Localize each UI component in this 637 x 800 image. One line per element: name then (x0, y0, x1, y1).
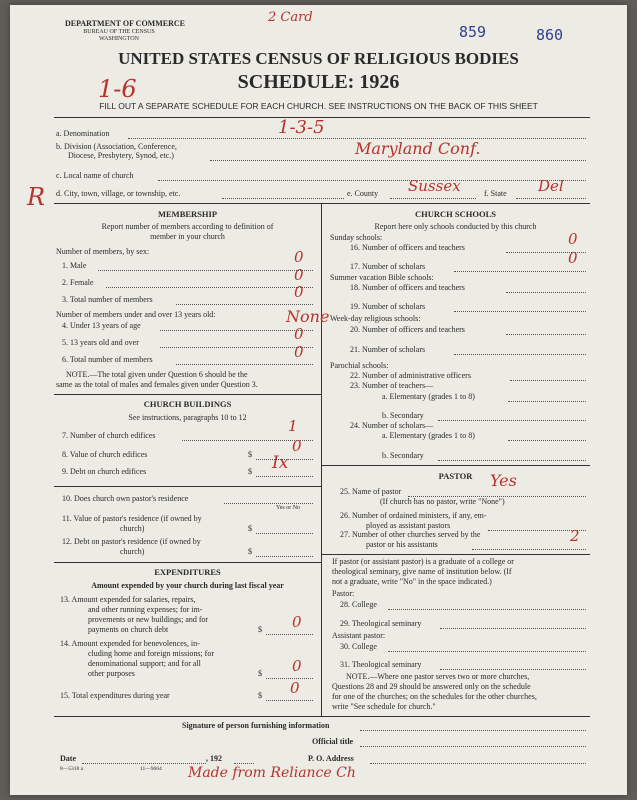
q18-line (506, 292, 586, 293)
division-label-2: Diocese, Presbytery, Synod, etc.) (68, 151, 174, 160)
expenditures-heading: EXPENDITURES (154, 567, 221, 577)
q30-line (388, 651, 586, 652)
q10-line (224, 503, 313, 504)
q24a-label: a. Elementary (grades 1 to 8) (382, 431, 475, 440)
buildings-rule (54, 562, 321, 563)
q30-label: 30. College (340, 642, 377, 651)
members-by-age-label: Number of members under and over 13 years old: (56, 310, 216, 319)
q23b-label: b. Secondary (382, 411, 424, 420)
pastor-sub-label: Pastor: (332, 589, 355, 598)
q5-value: 0 (294, 325, 304, 343)
q13-value: 0 (292, 613, 302, 631)
q10-label: 10. Does church own pastor's residence (62, 494, 189, 503)
q5-line (160, 347, 313, 348)
q21-line (454, 354, 586, 355)
pastor-note-4: write "See schedule for church." (332, 702, 436, 711)
q31-label: 31. Theological seminary (340, 660, 422, 669)
local-name-line (158, 180, 586, 181)
q19-label: 19. Number of scholars (350, 302, 426, 311)
q31-line (440, 669, 586, 670)
buildings-intro: See instructions, paragraphs 10 to 12 (128, 413, 247, 422)
membership-note-2: same as the total of males and females given under Question 3. (56, 380, 258, 389)
q27-label-1: 27. Number of other churches served by the (340, 530, 481, 539)
q11-label-1: 11. Value of pastor's residence (if owned by (62, 514, 202, 523)
q27-line (472, 549, 586, 550)
q29-label: 29. Theological seminary (340, 619, 422, 628)
weekday-schools-label: Week-day religious schools: (330, 314, 421, 323)
q16-value: 0 (568, 230, 578, 248)
q9-value: Ix (272, 453, 289, 473)
q13-dollar: $ (258, 625, 262, 634)
q26-label-2: ployed as assistant pastors (366, 521, 451, 530)
q3-line (176, 304, 313, 305)
form-subtitle: SCHEDULE: 1926 (237, 71, 400, 93)
q8-label: 8. Value of church edifices (62, 450, 148, 459)
local-name-label: c. Local name of church (56, 171, 134, 180)
q4-value: None (286, 307, 330, 326)
q7-value: 1 (288, 417, 298, 435)
buildings-heading: CHURCH BUILDINGS (143, 399, 232, 409)
q17-line (454, 271, 586, 272)
official-title-label: Official title (312, 737, 354, 746)
buildings-mid-rule (54, 486, 321, 487)
q8-dollar: $ (248, 450, 252, 459)
graduate-note-1: If pastor (or assistant pastor) is a graduate of a college or (332, 557, 514, 566)
q27-label-2: pastor or his assistants (366, 540, 438, 549)
members-by-sex-label: Number of members, by sex: (56, 247, 150, 256)
handwritten-footer-note: Made from Reliance Ch (188, 765, 356, 781)
q6-line (176, 364, 313, 365)
q12-label-2: church) (120, 547, 145, 556)
city-label: d. City, town, village, or township, etc. (56, 189, 181, 198)
q11-line (256, 533, 313, 534)
q3-value: 0 (294, 283, 304, 301)
q27-value: 2 (570, 527, 580, 545)
q26-label-1: 26. Number of ordained ministers, if any, em- (340, 511, 487, 520)
denomination-value: 1-3-5 (278, 117, 325, 138)
q9-label: 9. Debt on church edifices (62, 467, 147, 476)
denomination-label: a. Denomination (56, 129, 110, 138)
pastor-note-2: Questions 28 and 29 should be answered only on the schedule (332, 682, 531, 691)
q12-line (256, 556, 313, 557)
q24b-line (438, 460, 586, 461)
summer-schools-label: Summer vacation Bible schools: (330, 273, 434, 282)
state-value: Del (538, 177, 564, 195)
q25-label: 25. Name of pastor (340, 487, 402, 496)
q28-line (388, 609, 586, 610)
division-line (210, 160, 586, 161)
q28-label: 28. College (340, 600, 377, 609)
date-line (82, 763, 206, 764)
membership-heading: MEMBERSHIP (157, 209, 218, 219)
yes-no-hint: Yes or No (276, 505, 301, 511)
q14-label-1: 14. Amount expended for benevolences, in- (60, 639, 200, 648)
q9-dollar: $ (248, 467, 252, 476)
graduate-note-2: theological seminary, give name of institution below. (If (332, 567, 512, 576)
division-label-1: b. Division (Association, Conference, (56, 142, 177, 151)
footer-rule (54, 716, 590, 717)
q24-label: 24. Number of scholars— (350, 421, 434, 430)
q23a-line (508, 401, 586, 402)
section-rule (54, 203, 590, 204)
schools-intro: Report here only schools conducted by this church (374, 222, 537, 231)
pastor-note-3: for one of the churches; on the schedules for the other churches, (332, 692, 537, 701)
q6-value: 0 (294, 343, 304, 361)
stamp-number-1: 859 (459, 23, 487, 41)
q2-line (106, 287, 313, 288)
membership-intro-2: member in your church (150, 232, 225, 241)
q22-line (510, 380, 586, 381)
q15-dollar: $ (258, 691, 262, 700)
q29-line (440, 628, 586, 629)
county-line (390, 198, 476, 199)
q13-label-2: and other running expenses; for im- (88, 605, 203, 614)
q20-label: 20. Number of officers and teachers (350, 325, 465, 334)
schools-rule (321, 465, 590, 466)
year-line (234, 763, 254, 764)
q23-label: 23. Number of teachers— (350, 381, 434, 390)
q13-line (266, 634, 313, 635)
county-value: Sussex (408, 177, 461, 195)
county-label: e. County (347, 189, 379, 198)
handwritten-card-note: 2 Card (268, 10, 313, 25)
membership-intro-1: Report number of members according to definition of (101, 222, 274, 231)
q12-dollar: $ (248, 547, 252, 556)
q13-label-3: provements or new buildings; and for (88, 615, 209, 624)
schools-heading: CHURCH SCHOOLS (415, 209, 496, 219)
assistant-sub-label: Assistant pastor: (332, 631, 386, 640)
q25-note: (If church has no pastor, write "None") (380, 497, 505, 506)
pastor-heading: PASTOR (438, 471, 473, 481)
q12-label-1: 12. Debt on pastor's residence (if owned by (62, 537, 201, 546)
form-code-2: 11—9664 (140, 766, 162, 772)
q13-label-1: 13. Amount expended for salaries, repairs, (60, 595, 196, 604)
pastor-note-1: NOTE.—Where one pastor serves two or more churches, (346, 672, 530, 681)
q19-line (454, 311, 586, 312)
q25-value: Yes (490, 471, 517, 490)
q23b-line (438, 420, 586, 421)
dept-name: DEPARTMENT OF COMMERCE (65, 19, 186, 28)
q23a-label: a. Elementary (grades 1 to 8) (382, 392, 475, 401)
q14-value: 0 (292, 657, 302, 675)
q21-label: 21. Number of scholars (350, 345, 426, 354)
q1-male-label: 1. Male (62, 261, 87, 270)
q3-total-label: 3. Total number of members (62, 295, 153, 304)
expenditures-intro: Amount expended by your church during last fiscal year (91, 581, 284, 590)
q7-label: 7. Number of church edifices (62, 431, 156, 440)
q8-value: 0 (292, 437, 302, 455)
membership-note-1: NOTE.—The total given under Question 6 should be the (66, 370, 248, 379)
q20-line (506, 334, 586, 335)
division-value: Maryland Conf. (355, 139, 481, 158)
q24a-line (508, 440, 586, 441)
column-divider (321, 203, 322, 716)
state-line (516, 198, 586, 199)
q13-label-4: payments on church debt (88, 625, 169, 634)
sunday-schools-label: Sunday schools: (330, 233, 383, 242)
graduate-note-3: not a graduate, write "No" in the space indicated.) (332, 577, 492, 586)
q1-value: 0 (294, 248, 304, 266)
q14-label-3: denominational support; and for all (88, 659, 201, 668)
parochial-schools-label: Parochial schools: (330, 361, 389, 370)
date-label: Date (60, 754, 76, 763)
q11-label-2: church) (120, 524, 145, 533)
q6-total-label: 6. Total number of members (62, 355, 153, 364)
handwritten-code: 1-6 (98, 75, 137, 103)
q15-label: 15. Total expenditures during year (60, 691, 170, 700)
form-title: UNITED STATES CENSUS OF RELIGIOUS BODIES (118, 49, 519, 68)
q5-over13-label: 5. 13 years old and over (62, 338, 139, 347)
signature-line (360, 730, 586, 731)
membership-rule (54, 394, 321, 395)
q14-dollar: $ (258, 669, 262, 678)
q9-line (256, 476, 313, 477)
bureau-city: WASHINGTON (99, 36, 139, 42)
q18-label: 18. Number of officers and teachers (350, 283, 465, 292)
q24b-label: b. Secondary (382, 451, 424, 460)
q14-label-2: cluding home and foreign missions; for (88, 649, 214, 658)
q17-label: 17. Number of scholars (350, 262, 426, 271)
bureau-name: BUREAU OF THE CENSUS (83, 29, 155, 35)
q2-female-label: 2. Female (62, 278, 94, 287)
q22-label: 22. Number of administrative officers (350, 371, 471, 380)
po-address-label: P. O. Address (308, 754, 354, 763)
stamp-number-2: 860 (536, 26, 564, 44)
pastor-rule (321, 554, 590, 555)
form-instruction: FILL OUT A SEPARATE SCHEDULE FOR EACH CHURCH. SEE INSTRUCTIONS ON THE BACK OF THIS SHEET (99, 101, 538, 111)
q1-line (98, 270, 313, 271)
q16-label: 16. Number of officers and teachers (350, 243, 465, 252)
signature-label: Signature of person furnishing information (182, 721, 330, 730)
q17-value: 0 (568, 249, 578, 267)
date-year: , 192 (206, 754, 222, 763)
q4-line (160, 330, 313, 331)
q15-value: 0 (290, 679, 300, 697)
city-line (222, 198, 344, 199)
census-schedule-sheet (10, 5, 627, 795)
q11-dollar: $ (248, 524, 252, 533)
state-label: f. State (484, 189, 507, 198)
q14-label-4: other purposes (88, 669, 135, 678)
form-code-1: 8—5318 a (60, 766, 84, 772)
q15-line (266, 700, 313, 701)
margin-mark: R (27, 183, 46, 211)
q2-value: 0 (294, 266, 304, 284)
po-address-line (370, 763, 586, 764)
official-title-line (360, 746, 586, 747)
q4-under13-label: 4. Under 13 years of age (62, 321, 141, 330)
